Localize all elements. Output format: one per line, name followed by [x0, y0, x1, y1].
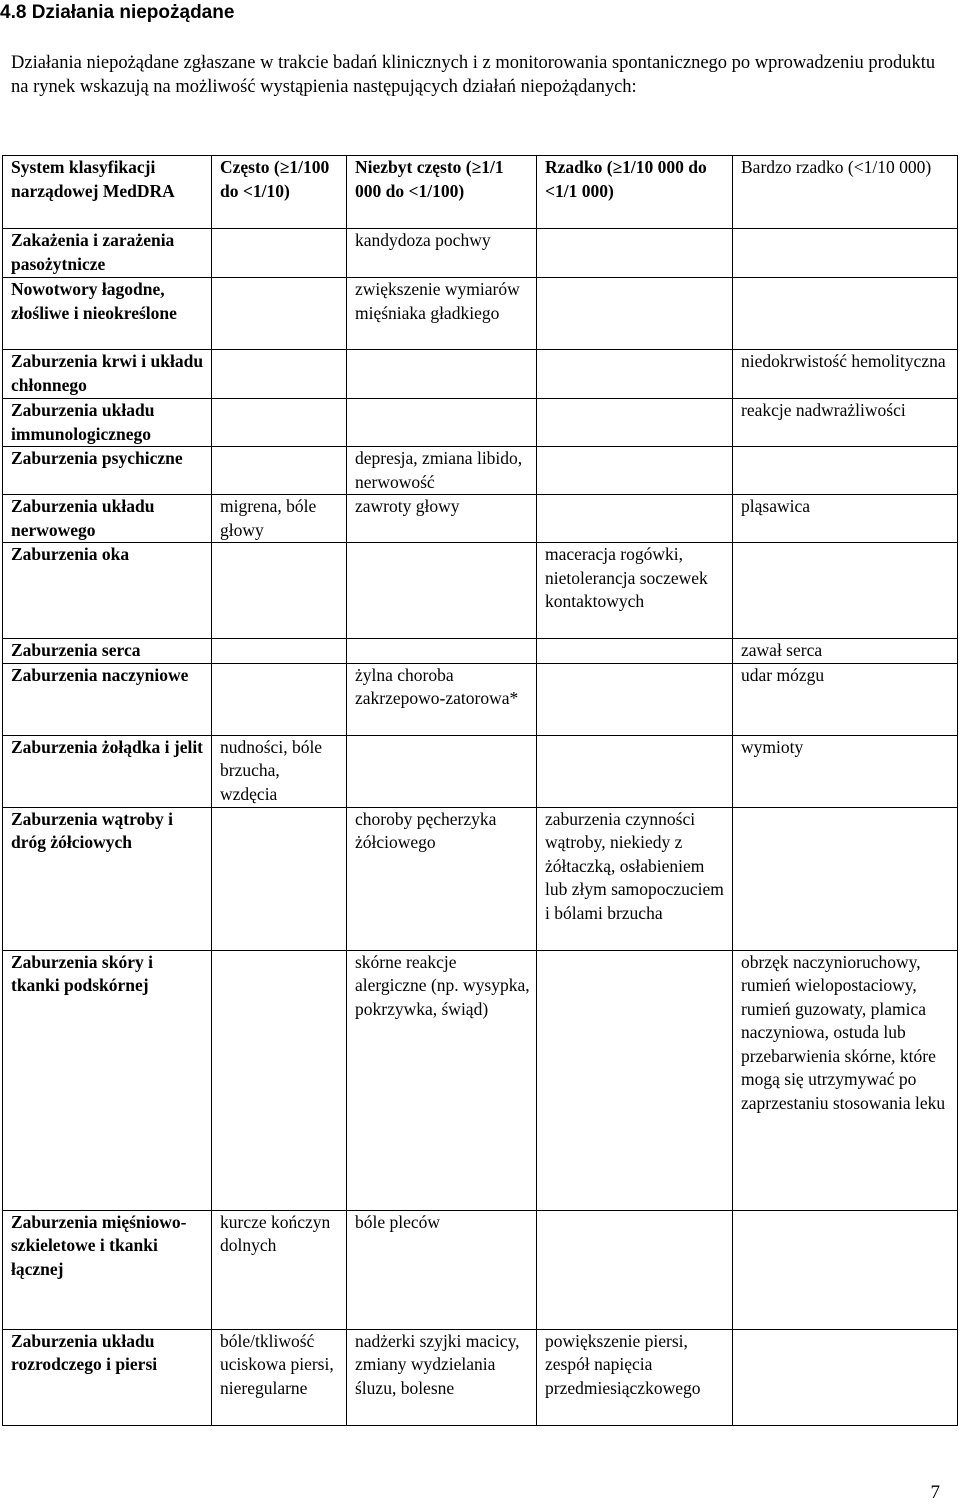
uncommon-cell: kandydoza pochwy [347, 229, 537, 278]
uncommon-cell: zawroty głowy [347, 495, 537, 543]
soc-cell: Zaburzenia układu nerwowego [3, 495, 212, 543]
common-cell [212, 399, 347, 447]
common-cell [212, 229, 347, 278]
very-rare-cell: pląsawica [733, 495, 958, 543]
uncommon-cell [347, 543, 537, 639]
rare-cell [537, 278, 733, 350]
rare-cell [537, 229, 733, 278]
rare-cell: zaburzenia czynności wątroby, niekiedy z żółtaczką, osłabieniem lub złym samopoczuciem i bólami brzucha [537, 807, 733, 950]
rare-cell: powiększenie piersi, zespół napięcia przedmiesiączkowego [537, 1329, 733, 1425]
table-row [3, 495, 958, 543]
rare-cell [537, 350, 733, 399]
table-row [3, 663, 958, 735]
soc-cell: Zaburzenia układu immunologicznego [3, 399, 212, 447]
table-row [3, 350, 958, 399]
table-header-row [3, 156, 958, 229]
header-rare: Rzadko (≥1/10 000 do <1/1 000) [537, 156, 733, 229]
table-row [3, 950, 958, 1210]
table-row [3, 1210, 958, 1329]
soc-cell: Zaburzenia mięśniowo-szkieletowe i tkanki łącznej [3, 1210, 212, 1329]
common-cell [212, 350, 347, 399]
rare-cell [537, 663, 733, 735]
table-row [3, 278, 958, 350]
table-row [3, 807, 958, 950]
soc-cell: Zakażenia i zarażenia pasożytnicze [3, 229, 212, 278]
rare-cell [537, 1210, 733, 1329]
very-rare-cell [733, 278, 958, 350]
very-rare-cell: obrzęk naczynioruchowy, rumień wielopostaciowy, rumień guzowaty, plamica naczyniowa, ostuda lub przebarwienia skórne, które mogą się utrzymywać po zaprzestaniu stosowania leku [733, 950, 958, 1210]
soc-cell: Zaburzenia serca [3, 639, 212, 664]
uncommon-cell: choroby pęcherzyka żółciowego [347, 807, 537, 950]
very-rare-cell [733, 807, 958, 950]
header-common: Często (≥1/100 do <1/10) [212, 156, 347, 229]
table-row [3, 399, 958, 447]
common-cell: bóle/tkliwość uciskowa piersi, nieregularne [212, 1329, 347, 1425]
soc-cell: Zaburzenia oka [3, 543, 212, 639]
common-cell: kurcze kończyn dolnych [212, 1210, 347, 1329]
very-rare-cell [733, 543, 958, 639]
uncommon-cell: nadżerki szyjki macicy, zmiany wydzielania śluzu, bolesne [347, 1329, 537, 1425]
adverse-effects-table [2, 155, 958, 1426]
rare-cell [537, 950, 733, 1210]
soc-cell: Zaburzenia psychiczne [3, 447, 212, 495]
common-cell [212, 278, 347, 350]
uncommon-cell [347, 399, 537, 447]
very-rare-cell: zawał serca [733, 639, 958, 664]
very-rare-cell: reakcje nadwrażliwości [733, 399, 958, 447]
section-heading: 4.8 Działania niepożądane [0, 2, 235, 23]
soc-cell: Zaburzenia wątroby i dróg żółciowych [3, 807, 212, 950]
very-rare-cell [733, 1329, 958, 1425]
uncommon-cell [347, 639, 537, 664]
rare-cell [537, 639, 733, 664]
soc-cell: Zaburzenia żołądka i jelit [3, 735, 212, 807]
header-soc: System klasyfikacji narządowej MedDRA [3, 156, 212, 229]
very-rare-cell: udar mózgu [733, 663, 958, 735]
common-cell [212, 639, 347, 664]
rare-cell [537, 735, 733, 807]
header-uncommon: Niezbyt często (≥1/1 000 do <1/100) [347, 156, 537, 229]
table-row [3, 447, 958, 495]
common-cell: migrena, bóle głowy [212, 495, 347, 543]
soc-cell: Nowotwory łagodne, złośliwe i nieokreślone [3, 278, 212, 350]
soc-cell: Zaburzenia skóry i tkanki podskórnej [3, 950, 212, 1210]
very-rare-cell: niedokrwistość hemolityczna [733, 350, 958, 399]
uncommon-cell: bóle pleców [347, 1210, 537, 1329]
intro-paragraph: Działania niepożądane zgłaszane w trakcie badań klinicznych i z monitorowania spontanicznego po wprowadzeniu produktu na rynek wskazują na możliwość wystąpienia następujących działań niepożądanych: [11, 53, 936, 97]
header-very-rare: Bardzo rzadko (<1/10 000) [733, 156, 958, 229]
uncommon-cell: żylna choroba zakrzepowo-zatorowa* [347, 663, 537, 735]
common-cell [212, 807, 347, 950]
uncommon-cell: zwiększenie wymiarów mięśniaka gładkiego [347, 278, 537, 350]
common-cell [212, 447, 347, 495]
common-cell [212, 950, 347, 1210]
common-cell: nudności, bóle brzucha, wzdęcia [212, 735, 347, 807]
rare-cell [537, 495, 733, 543]
table-row [3, 543, 958, 639]
uncommon-cell: depresja, zmiana libido, nerwowość [347, 447, 537, 495]
very-rare-cell [733, 1210, 958, 1329]
soc-cell: Zaburzenia naczyniowe [3, 663, 212, 735]
uncommon-cell: skórne reakcje alergiczne (np. wysypka, pokrzywka, świąd) [347, 950, 537, 1210]
rare-cell: maceracja rogówki, nietolerancja soczewek kontaktowych [537, 543, 733, 639]
rare-cell [537, 447, 733, 495]
table-row [3, 639, 958, 664]
table-row [3, 229, 958, 278]
very-rare-cell: wymioty [733, 735, 958, 807]
table-row [3, 735, 958, 807]
table-row [3, 1329, 958, 1425]
soc-cell: Zaburzenia krwi i układu chłonnego [3, 350, 212, 399]
rare-cell [537, 399, 733, 447]
page-number: 7 [930, 1482, 940, 1503]
soc-cell: Zaburzenia układu rozrodczego i piersi [3, 1329, 212, 1425]
common-cell [212, 663, 347, 735]
very-rare-cell [733, 229, 958, 278]
uncommon-cell [347, 350, 537, 399]
very-rare-cell [733, 447, 958, 495]
common-cell [212, 543, 347, 639]
uncommon-cell [347, 735, 537, 807]
